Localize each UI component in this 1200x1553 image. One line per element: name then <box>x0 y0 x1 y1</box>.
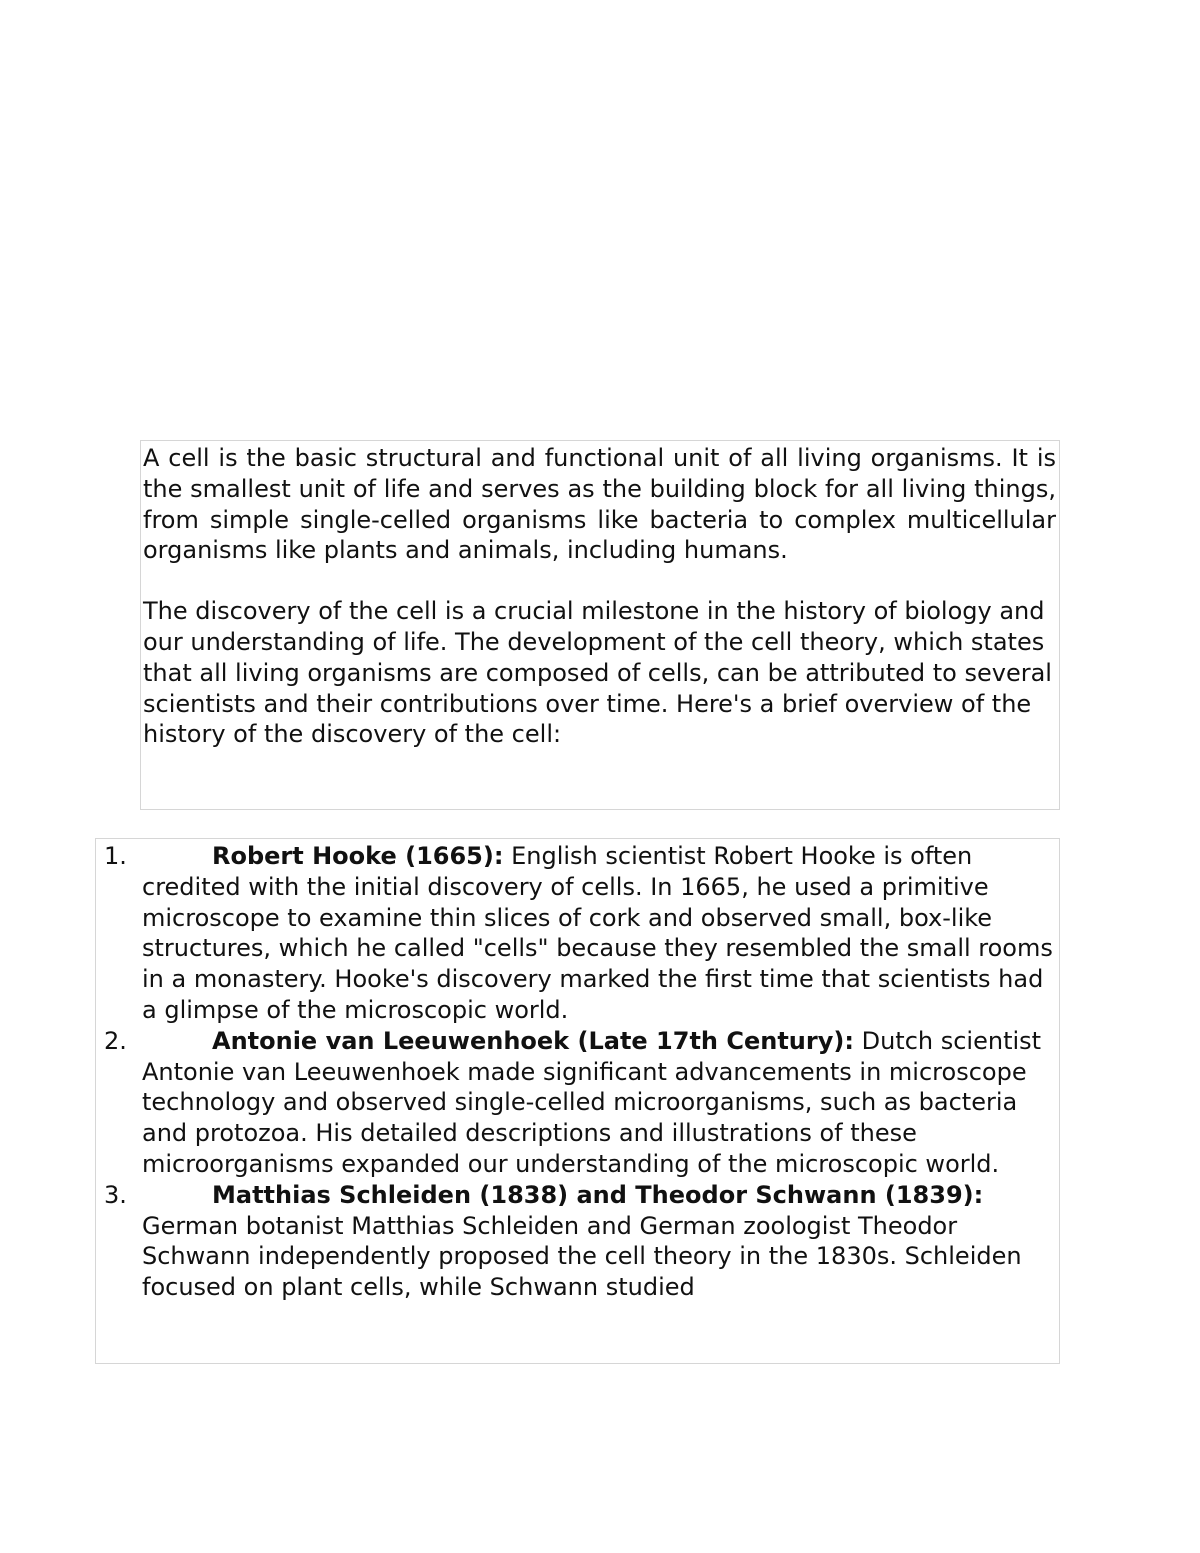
list-item-title: Matthias Schleiden (1838) and Theodor Schwann (1839): <box>212 1180 984 1209</box>
list-item-title: Antonie van Leeuwenhoek (Late 17th Century): <box>212 1026 854 1055</box>
history-list <box>104 841 1053 1303</box>
intro-paragraph-cell-definition: A cell is the basic structural and functional unit of all living organisms. It is the smallest unit of life and serves as the building block for all living things, from simple single-celled organisms like bacteria to complex multicellular organisms like plants and animals, including humans. <box>143 444 1056 565</box>
list-item-number: 2. <box>104 1026 127 1055</box>
list-item-text: English scientist Robert Hooke is often credited with the initial discovery of cells. In 1665, he used a primitive microscope to examine thin slices of cork and observed small, box-like structures, which he called "cells" because they resembled the small rooms in a monastery. Hooke's discovery marked the first time that scientists had a glimpse of the microscopic world. <box>142 842 1053 1024</box>
history-list-box <box>95 838 1060 1364</box>
list-item-number: 1. <box>104 842 127 870</box>
intro-paragraph-discovery-overview: The discovery of the cell is a crucial milestone in the history of biology and our understanding of life. The development of the cell theory, which states that all living organisms are composed of cells, can be attributed to several scientists and their contributions over time. Here's a brief overview of the history of the discovery of the cell: <box>143 597 1052 749</box>
list-item-schleiden-schwann <box>104 1180 1053 1303</box>
list-item-robert-hooke <box>104 841 1053 1026</box>
list-item-text: Dutch scientist Antonie van Leeuwenhoek made significant advancements in microscope technology and observed single-celled microorganisms, such as bacteria and protozoa. His detailed descriptions and illustrations of these microorganisms expanded our understanding of the microscopic world. <box>142 1026 1042 1178</box>
intro-text-box <box>140 440 1060 810</box>
list-item-title: Robert Hooke (1665): <box>212 842 504 870</box>
list-item-text: German botanist Matthias Schleiden and German zoologist Theodor Schwann independently proposed the cell theory in the 1830s. Schleiden focused on plant cells, while Schwann studied <box>142 1211 1022 1302</box>
list-item-leeuwenhoek <box>104 1026 1053 1180</box>
list-item-number: 3. <box>104 1180 127 1209</box>
